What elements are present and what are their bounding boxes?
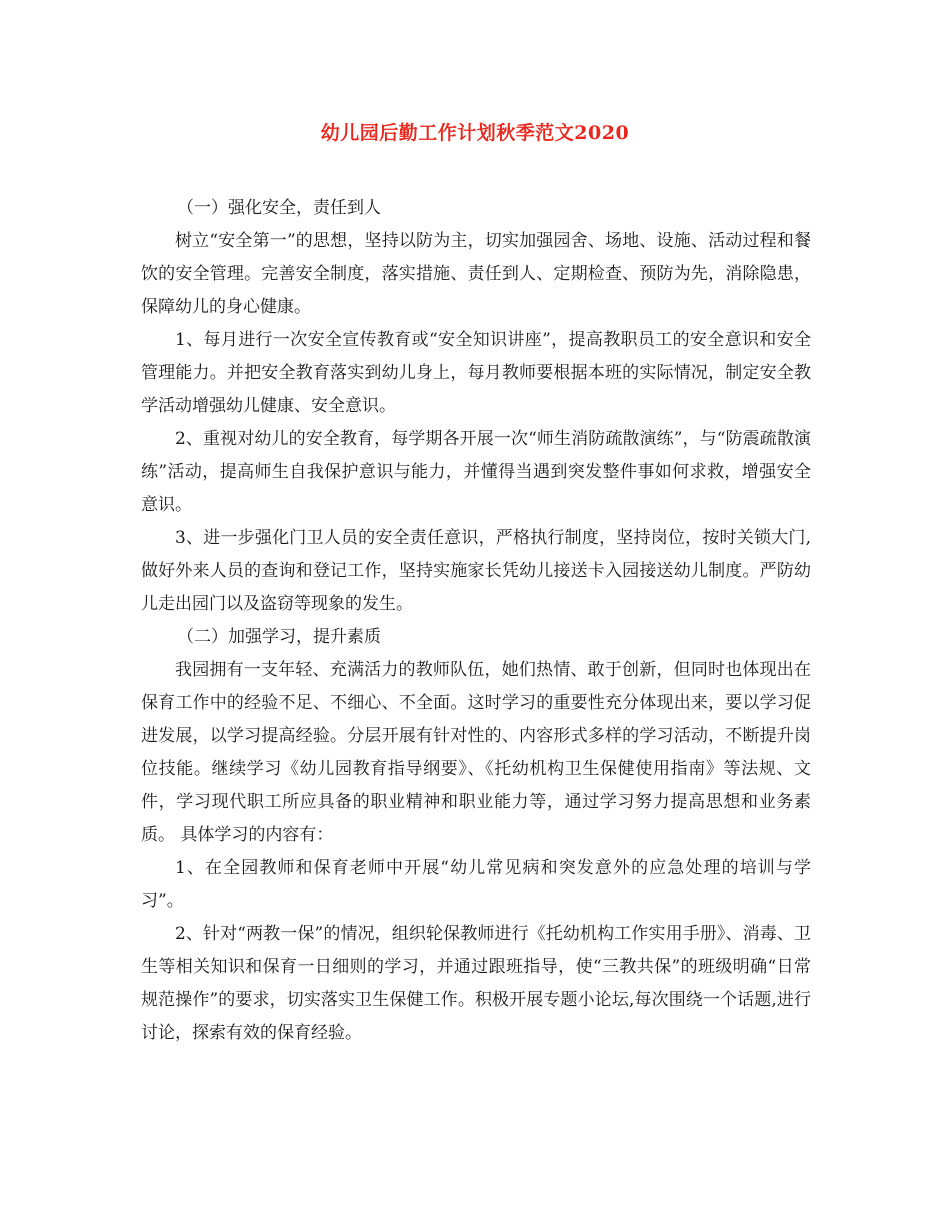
document-title: 幼儿园后勤工作计划秋季范文2020 bbox=[320, 122, 630, 144]
paragraph: 树立“安全第一”的思想，坚持以防为主，切实加强园舍、场地、设施、活动过程和餐饮的安全管理。完善安全制度，落实措施、责任到人、定期检查、预防为先，消除隐患，保障幼儿的身心健康。 bbox=[141, 231, 811, 317]
paragraph: 我园拥有一支年轻、充满活力的教师队伍，她们热情、敢于创新，但同时也体现出在保育工作中的经验不足、不细心、不全面。这时学习的重要性充分体现出来，要以学习促进发展，以学习提高经验。分层开展有针对性的、内容形式多样的学习活动，不断提升岗位技能。继续学习《幼儿园教育指导纲要》、《托幼机构卫生保健使用指南》等法规、文件，学习现代职工所应具备的职业精神和职业能力等，通过学习努力提高思想和业务素质。 具体学习的内容有： bbox=[141, 660, 811, 845]
paragraph: 2、针对“两教一保”的情况，组织轮保教师进行《托幼机构工作实用手册》、消毒、卫生等相关知识和保育一日细则的学习，并通过跟班指导，使“三教共保”的班级明确“日常规范操作”的要求，切实落实卫生保健工作。积极开展专题小论坛,每次围绕一个话题,进行讨论，探索有效的保育经验。 bbox=[141, 924, 811, 1043]
paragraph: 2、重视对幼儿的安全教育，每学期各开展一次“师生消防疏散演练”，与“防震疏散演练”活动，提高师生自我保护意识与能力，并懂得当遇到突发整件事如何求救，增强安全意识。 bbox=[141, 429, 811, 515]
paragraph: 3、进一步强化门卫人员的安全责任意识，严格执行制度，坚持岗位，按时关锁大门,做好外来人员的查询和登记工作，坚持实施家长凭幼儿接送卡入园接送幼儿制度。严防幼儿走出园门以及盗窃等现象的发生。 bbox=[141, 528, 811, 614]
paragraph: 1、在全园教师和保育老师中开展“幼儿常见病和突发意外的应急处理的培训与学习”。 bbox=[141, 858, 811, 911]
paragraph: 1、每月进行一次安全宣传教育或“安全知识讲座”，提高教职员工的安全意识和安全管理能力。并把安全教育落实到幼儿身上，每月教师要根据本班的实际情况，制定安全教学活动增强幼儿健康、安全意识。 bbox=[141, 330, 811, 416]
section-heading-1: （一）强化安全，责任到人 bbox=[177, 198, 381, 218]
section-heading-2: （二）加强学习，提升素质 bbox=[177, 627, 381, 647]
document-body bbox=[141, 192, 811, 1050]
